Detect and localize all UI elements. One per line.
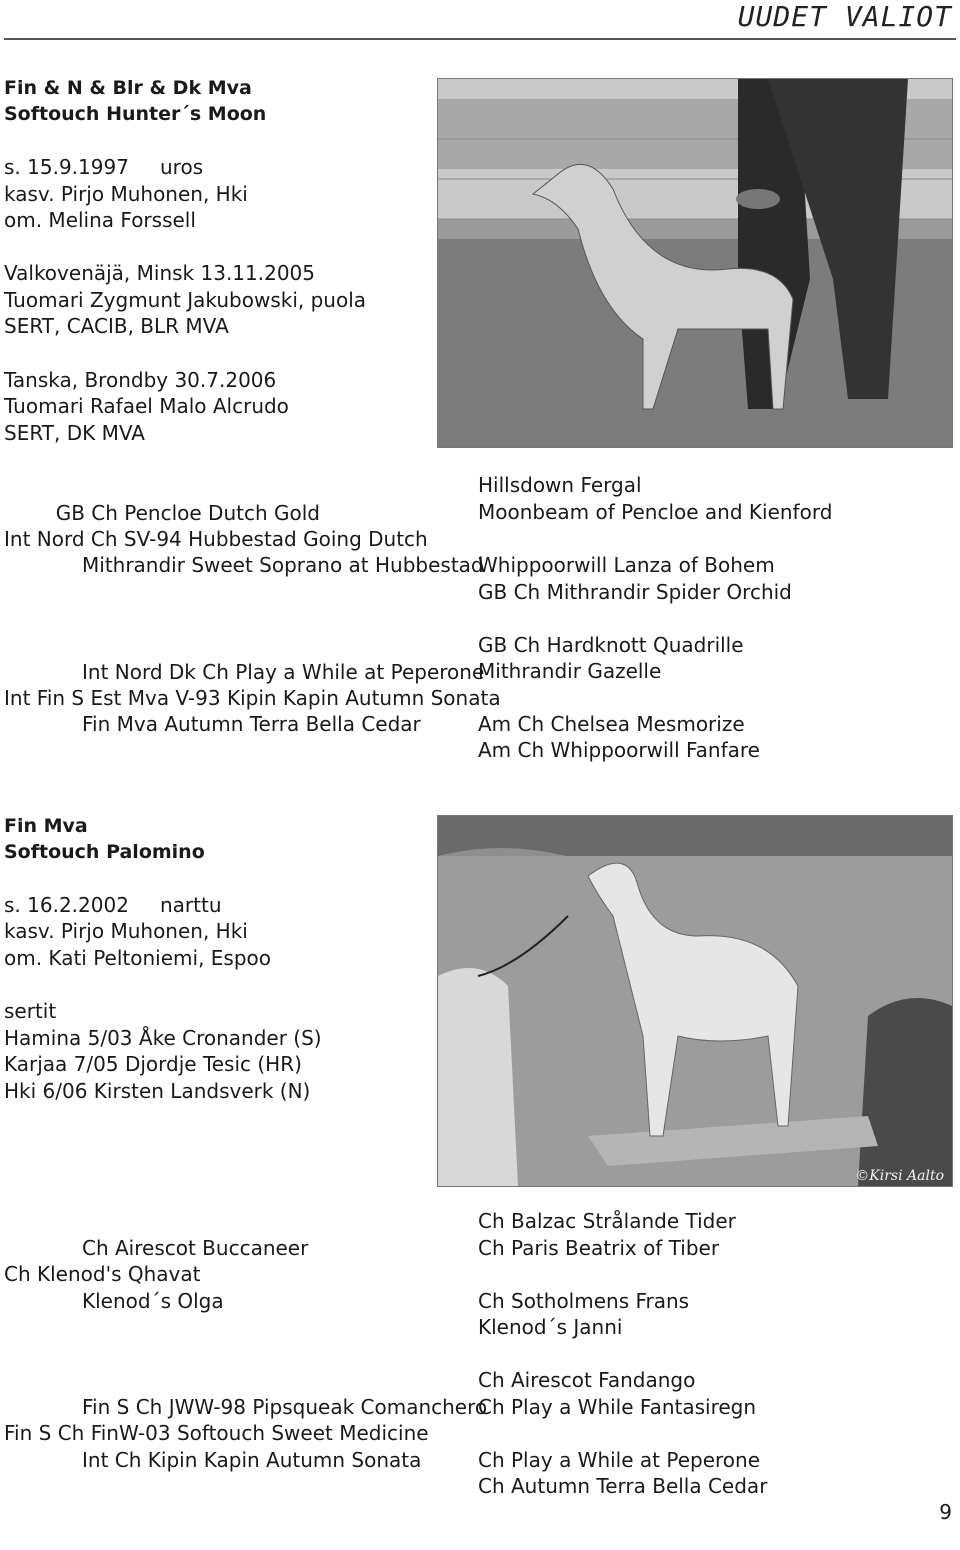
page-number: 9	[939, 1500, 952, 1524]
dog2-pedigree-ancestor: Ch Autumn Terra Bella Cedar	[478, 1474, 768, 1498]
dog2-pedigree-sire: Ch Klenod's Qhavat	[4, 1262, 201, 1286]
dog2-pedigree-ancestor: Ch Paris Beatrix of Tiber	[478, 1236, 720, 1260]
dog1-pedigree-sire: Int Nord Ch SV-94 Hubbestad Going Dutch	[4, 527, 428, 551]
dog2-pedigree-sire-sire: Ch Airescot Buccaneer	[82, 1236, 309, 1260]
dog1-pedigree-sire-dam: Mithrandir Sweet Soprano at Hubbestad	[82, 553, 484, 577]
dog1-pedigree-dam: Int Fin S Est Mva V-93 Kipin Kapin Autumn Sonata	[4, 686, 501, 710]
dog1-pedigree-ancestor: Mithrandir Gazelle	[478, 659, 662, 683]
dog2-sex: narttu	[160, 893, 222, 917]
dog2-title-line1: Fin Mva	[4, 815, 88, 837]
dog1-pedigree-ancestor: Moonbeam of Pencloe and Kienford	[478, 500, 833, 524]
dog2-owner: om. Kati Peltoniemi, Espoo	[4, 946, 272, 970]
dog2-pedigree-ancestor: Klenod´s Janni	[478, 1315, 623, 1339]
dog1-pedigree-ancestor: Am Ch Whippoorwill Fanfare	[478, 738, 760, 762]
dog1-pedigree-ancestor: GB Ch Hardknott Quadrille	[478, 633, 744, 657]
dog1-breeder: kasv. Pirjo Muhonen, Hki	[4, 182, 248, 206]
dog1-show1-line: Valkovenäjä, Minsk 13.11.2005	[4, 261, 316, 285]
dog2-pedigree-ancestor: Ch Play a While at Peperone	[478, 1448, 761, 1472]
dog1-show2-line: Tanska, Brondby 30.7.2006	[4, 368, 277, 392]
dog2-photo-illustration	[438, 816, 952, 1186]
dog2-pedigree-ancestor: Ch Sotholmens Frans	[478, 1289, 690, 1313]
dog1-pedigree-ancestor: Whippoorwill Lanza of Bohem	[478, 553, 775, 577]
dog2-photo-credit: ©Kirsi Aalto	[855, 1168, 944, 1184]
dog1-photo	[437, 78, 953, 448]
dog2-pedigree-ancestor: Ch Play a While Fantasiregn	[478, 1395, 757, 1419]
dog2-birth: s. 16.2.2002	[4, 893, 129, 917]
dog1-photo-illustration	[438, 79, 952, 447]
dog1-sex: uros	[160, 155, 204, 179]
dog2-cert-line: Hamina 5/03 Åke Cronander (S)	[4, 1026, 322, 1050]
dog1-pedigree-sire-sire: GB Ch Pencloe Dutch Gold	[55, 501, 320, 525]
dog1-show1-line: Tuomari Zygmunt Jakubowski, puola	[4, 288, 367, 312]
dog1-pedigree-ancestor: Hillsdown Fergal	[478, 473, 642, 497]
dog1-show1-line: SERT, CACIB, BLR MVA	[4, 314, 229, 338]
dog1-show2-line: Tuomari Rafael Malo Alcrudo	[4, 394, 289, 418]
dog2-pedigree-dam-dam: Int Ch Kipin Kapin Autumn Sonata	[82, 1448, 422, 1472]
dog1-title-line1: Fin & N & Blr & Dk Mva	[4, 77, 252, 99]
dog2-pedigree-dam: Fin S Ch FinW-03 Softouch Sweet Medicine	[4, 1421, 429, 1445]
dog2-pedigree-sire-dam: Klenod´s Olga	[82, 1289, 224, 1313]
dog1-title-line2: Softouch Hunter´s Moon	[4, 103, 267, 125]
dog1-pedigree-ancestor: GB Ch Mithrandir Spider Orchid	[478, 580, 792, 604]
dog1-pedigree-dam-sire: Int Nord Dk Ch Play a While at Peperone	[82, 660, 485, 684]
header-divider	[4, 38, 956, 40]
dog1-show2-line: SERT, DK MVA	[4, 421, 145, 445]
dog1-owner: om. Melina Forssell	[4, 208, 196, 232]
dog2-photo	[437, 815, 953, 1187]
dog2-breeder: kasv. Pirjo Muhonen, Hki	[4, 919, 248, 943]
page-header-title: UUDET VALIOT	[737, 0, 952, 33]
dog1-pedigree-dam-dam: Fin Mva Autumn Terra Bella Cedar	[82, 712, 421, 736]
dog1-birth: s. 15.9.1997	[4, 155, 129, 179]
dog2-cert-line: Karjaa 7/05 Djordje Tesic (HR)	[4, 1052, 302, 1076]
dog1-pedigree-ancestor: Am Ch Chelsea Mesmorize	[478, 712, 745, 736]
dog2-title-line2: Softouch Palomino	[4, 841, 205, 863]
dog2-cert-line: Hki 6/06 Kirsten Landsverk (N)	[4, 1079, 311, 1103]
dog2-cert-line: sertit	[4, 999, 57, 1023]
dog2-pedigree-ancestor: Ch Balzac Strålande Tider	[478, 1209, 736, 1233]
dog2-pedigree-ancestor: Ch Airescot Fandango	[478, 1368, 696, 1392]
dog2-pedigree-dam-sire: Fin S Ch JWW-98 Pipsqueak Comanchero	[82, 1395, 488, 1419]
